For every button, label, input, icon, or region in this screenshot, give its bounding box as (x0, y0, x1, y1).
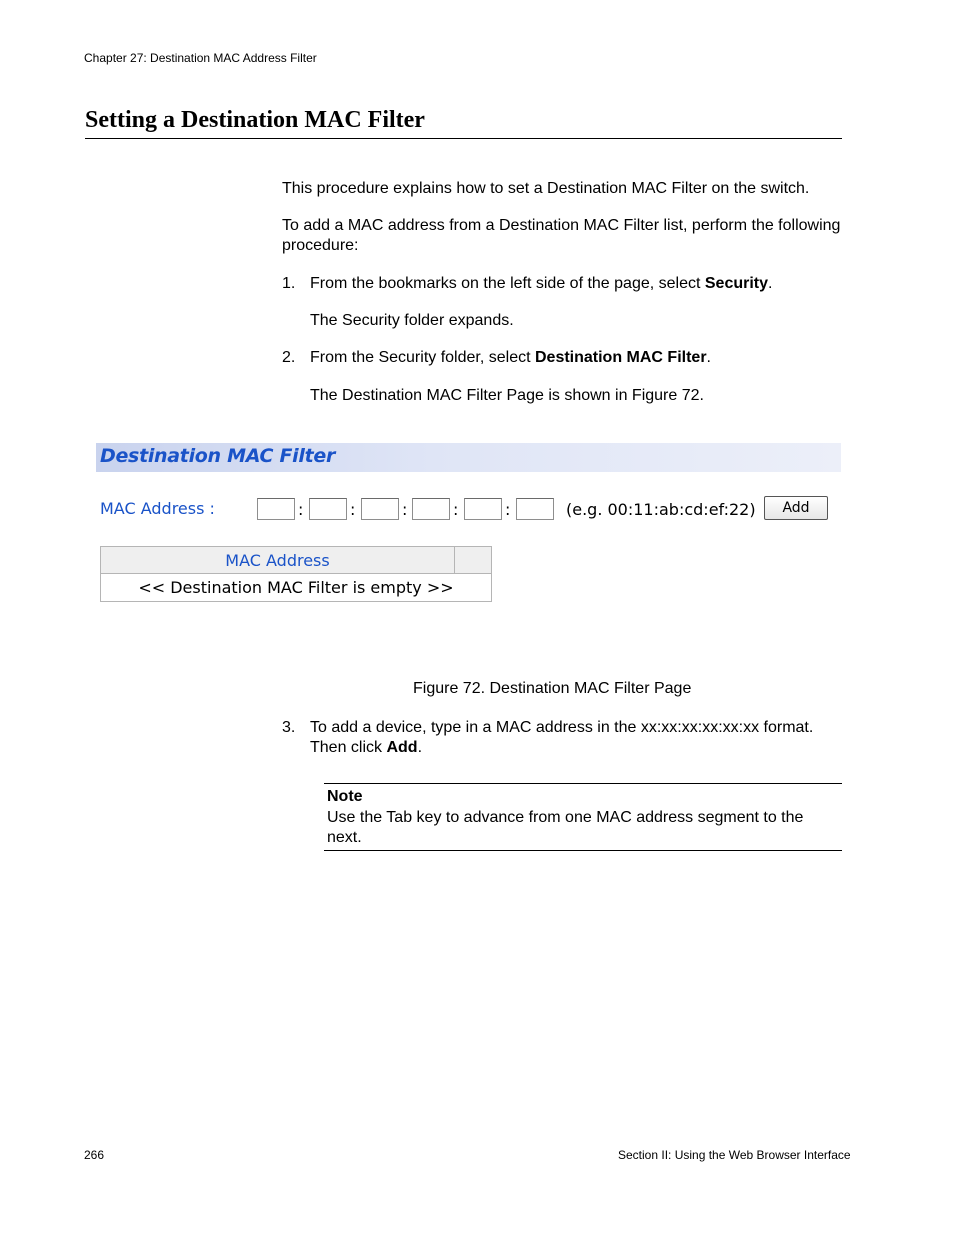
mac-segment-5-input[interactable] (464, 498, 502, 520)
mac-separator: : (298, 500, 304, 519)
figure-banner-title: Destination MAC Filter (100, 445, 336, 467)
intro-procedure-paragraph: To add a MAC address from a Destination MAC Filter list, perform the following procedure: (282, 217, 841, 254)
footer-section: Section II: Using the Web Browser Interface (618, 1148, 851, 1162)
mac-address-label: MAC Address : (100, 499, 215, 518)
mac-segment-6-input[interactable] (516, 498, 554, 520)
note-title: Note (327, 788, 363, 805)
step-2-result: The Destination MAC Filter Page is shown in Figure 72. (310, 387, 704, 404)
step-text: From the bookmarks on the left side of the page, select Security. (310, 275, 773, 292)
mac-separator: : (402, 500, 408, 519)
step-keyword: Destination MAC Filter (534, 349, 707, 366)
mac-separator: : (505, 500, 511, 519)
mac-separator: : (453, 500, 459, 519)
mac-segment-1-input[interactable] (257, 498, 295, 520)
table-header-blank (455, 547, 491, 574)
step-number: 1. (282, 275, 296, 292)
add-button[interactable]: Add (764, 496, 828, 520)
table-empty-row: << Destination MAC Filter is empty >> (138, 578, 454, 597)
intro-paragraph: This procedure explains how to set a Destination MAC Filter on the switch. (282, 180, 810, 197)
step-number: 3. (282, 719, 296, 736)
note-box (324, 783, 842, 851)
mac-segment-4-input[interactable] (412, 498, 450, 520)
step-number: 2. (282, 349, 296, 366)
step-1-result: The Security folder expands. (310, 312, 514, 329)
mac-filter-table (100, 546, 492, 602)
step-text: To add a device, type in a MAC address in the xx:xx:xx:xx:xx:xx format. Then click Add. (310, 719, 814, 756)
section-title: Setting a Destination MAC Filter (85, 107, 842, 139)
note-body: Use the Tab key to advance from one MAC address segment to the next. (327, 809, 804, 846)
running-header: Chapter 27: Destination MAC Address Filter (84, 51, 317, 65)
page-number: 266 (84, 1148, 105, 1162)
table-header-mac-address: MAC Address (101, 547, 455, 574)
figure-banner (96, 443, 841, 472)
mac-separator: : (350, 500, 356, 519)
mac-format-example: (e.g. 00:11:ab:cd:ef:22) (566, 500, 756, 519)
figure-caption: Figure 72. Destination MAC Filter Page (413, 680, 692, 697)
step-keyword: Add (386, 739, 418, 756)
step-keyword: Security (704, 275, 769, 292)
mac-segment-2-input[interactable] (309, 498, 347, 520)
mac-segment-3-input[interactable] (361, 498, 399, 520)
step-text: From the Security folder, select Destination MAC Filter. (310, 349, 711, 366)
